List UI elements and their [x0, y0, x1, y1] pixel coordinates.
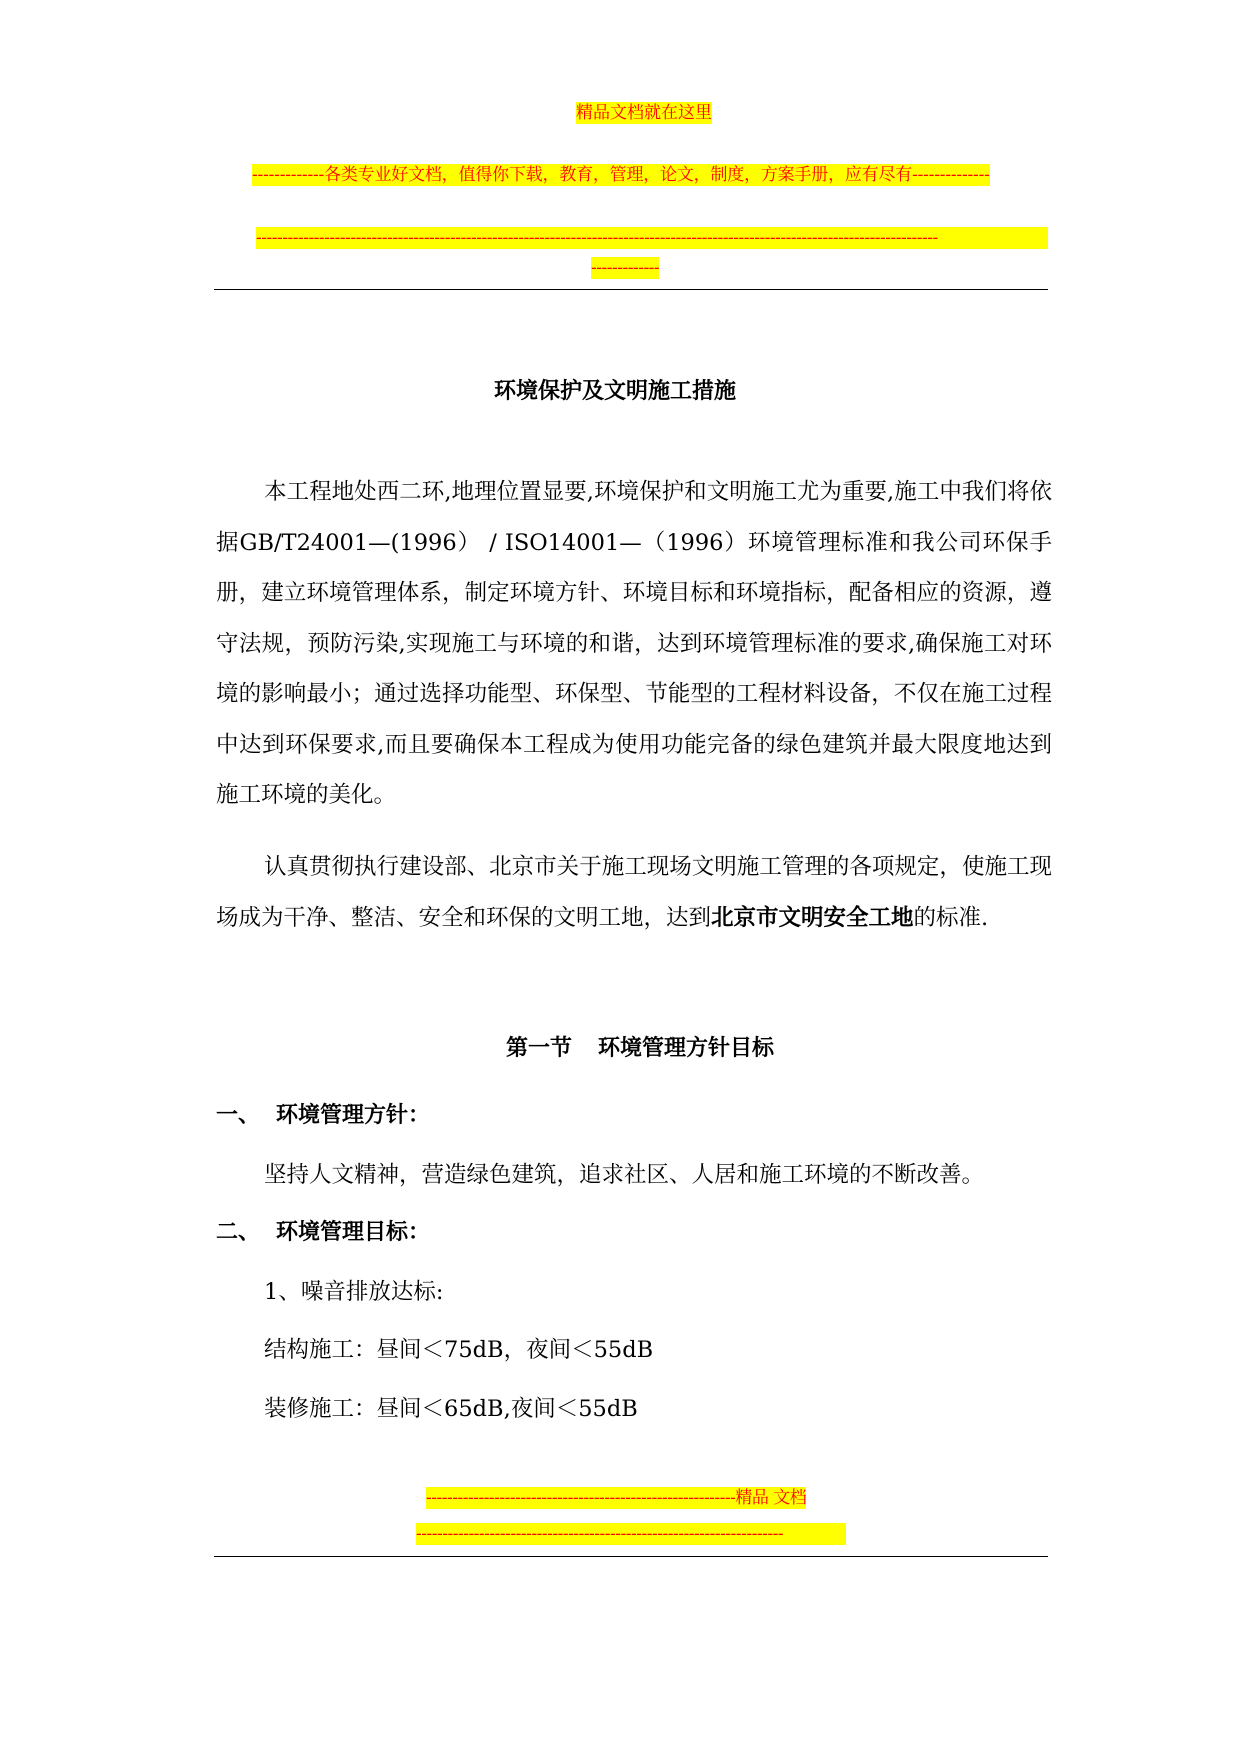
section-number: 第一节	[506, 1036, 573, 1061]
header-divider	[214, 289, 1048, 290]
document-title: 环境保护及文明施工措施	[494, 379, 737, 404]
header-dash-line-continued: -------------	[591, 258, 660, 278]
emphasized-standard: 北京市文明安全工地	[711, 904, 914, 931]
paragraph-text-end: 的标准.	[913, 904, 989, 931]
civilized-construction-paragraph	[216, 842, 1052, 943]
heading-goals	[216, 1215, 430, 1246]
section-title	[506, 1031, 774, 1062]
header-brand: 精品文档就在这里	[576, 103, 712, 123]
goal-decoration-limits: 装修施工：昼间＜65dB,夜间＜55dB	[264, 1396, 638, 1422]
footer-dash-brand: -----------------------------------------------------------精品 文档	[426, 1488, 807, 1508]
intro-paragraph: 本工程地处西二环,地理位置显要,环境保护和文明施工尤为重要,施工中我们将依据GB/T24001—(1996） / ISO14001—（1996）环境管理标准和我公司环保手册，建立环境管理体系，制定环境方针、环境目标和环境指标，配备相应的资源，遵守法规，预防污染,实现施工与环境的和谐，达到环境管理标准的要求,确保施工对环境的影响最小；通过选择功能型、环保型、节能型的工程材料设备，不仅在施工过程中达到环保要求,而且要确保本工程成为使用功能完备的绿色建筑并最大限度地达到施工环境的美化。	[216, 479, 1052, 808]
heading-number: 一、	[216, 1103, 261, 1128]
policy-text: 坚持人文精神，营造绿色建筑，追求社区、人居和施工环境的不断改善。	[264, 1162, 985, 1188]
heading-number: 二、	[216, 1220, 261, 1245]
header-slogan: -------------各类专业好文档，值得你下载，教育，管理，论文，制度，方案手册，应有尽有--------------	[252, 165, 990, 185]
section-name: 环境管理方针目标	[598, 1036, 775, 1061]
goal-noise-item: 1、噪音排放达标:	[264, 1279, 444, 1305]
heading-text: 环境管理目标：	[276, 1220, 431, 1245]
paragraph-text: 认真贯彻执行建设部、北京市关于施工现场文明施工管理的各项规定，使施工现场成为干净、整洁、安全和环保的文明工地，达到	[216, 854, 1052, 931]
header-dash-line: ----------------------------------------------------------------------------------------------------------------------------------	[256, 227, 1048, 249]
footer-dash-line: ----------------------------------------------------------------------	[416, 1523, 846, 1545]
heading-text: 环境管理方针：	[276, 1103, 431, 1128]
heading-policy	[216, 1098, 430, 1129]
goal-structure-limits: 结构施工：昼间＜75dB，夜间＜55dB	[264, 1337, 654, 1363]
footer-divider	[214, 1556, 1048, 1557]
